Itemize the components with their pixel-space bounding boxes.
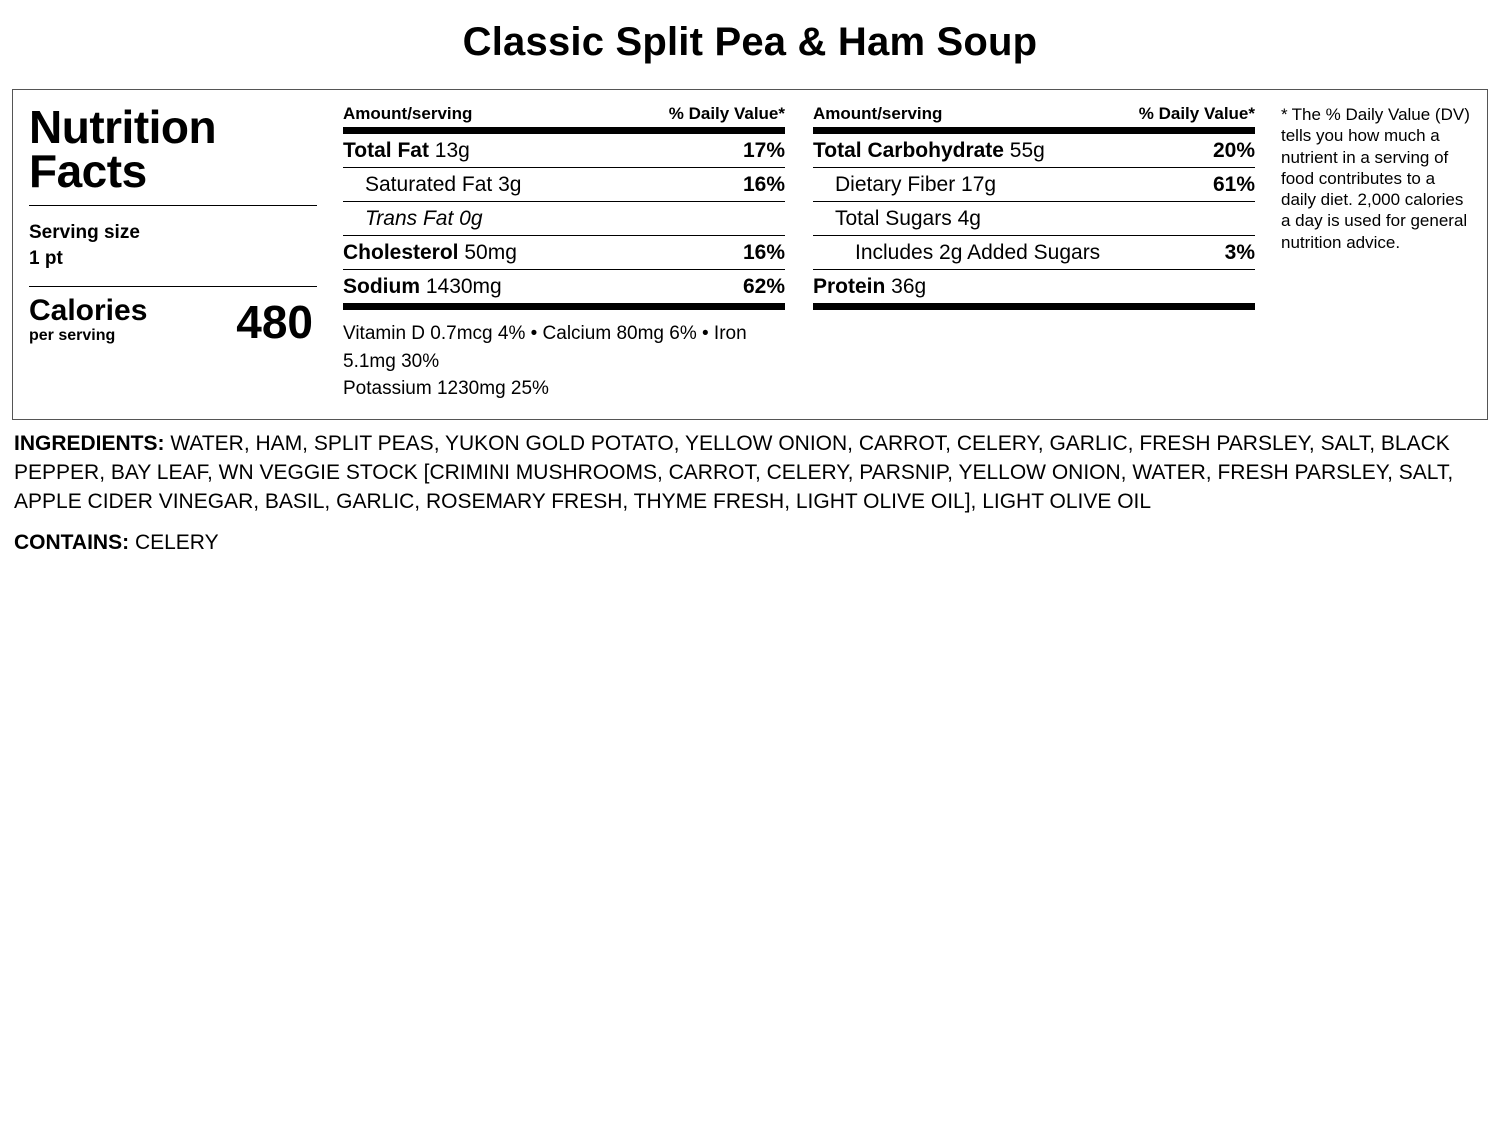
column-2-header (813, 104, 1255, 127)
serving-size-value: 1 pt (29, 248, 63, 270)
nutrient-name: Trans Fat 0g (365, 207, 483, 230)
nutrient-name: Cholesterol 50mg (343, 241, 517, 264)
nutrient-rows-column-2 (813, 134, 1255, 303)
nutrient-row (813, 270, 1255, 303)
nutrient-column-1 (329, 104, 799, 403)
calories-label: Calories (29, 293, 148, 327)
nutrient-name: Sodium 1430mg (343, 275, 502, 298)
nutrient-name: Total Carbohydrate 55g (813, 139, 1045, 162)
page-title: Classic Split Pea & Ham Soup (462, 20, 1038, 64)
divider-under-serving (29, 286, 317, 287)
nutrient-daily-value: 17% (742, 139, 785, 162)
nutrition-summary-column (29, 101, 329, 403)
nutrient-rows-column-1 (343, 134, 785, 303)
contains-section (14, 531, 1486, 555)
column-2-bottom-bar (813, 303, 1255, 310)
nutrient-name: Saturated Fat 3g (365, 173, 522, 196)
nutrient-daily-value: 62% (742, 275, 785, 298)
nutrient-daily-value: 16% (742, 241, 785, 264)
column-1-header-left: Amount/serving (343, 104, 473, 123)
ingredients-text: WATER, HAM, SPLIT PEAS, YUKON GOLD POTATO, YELLOW ONION, CARROT, CELERY, GARLIC, FRESH PARSLEY, SALT, BLACK PEPPER, BAY LEAF, WN VEGGIE STOCK [CRIMINI MUSHROOMS, CARROT, CELERY, PARSNIP, YELLOW ONION, WATER, FRESH PARSLEY, SALT, APPLE CIDER VINEGAR, BASIL, GARLIC, ROSEMARY FRESH, THYME FRESH, LIGHT OLIVE OIL], LIGHT OLIVE OIL (14, 431, 1454, 513)
nutrient-row (813, 202, 1255, 235)
column-1-bottom-bar (343, 303, 785, 310)
nutrient-row (343, 202, 785, 235)
nutrient-row (343, 134, 785, 167)
contains-text: CELERY (134, 530, 219, 554)
ingredients-section (14, 430, 1486, 517)
nutrient-row (343, 168, 785, 201)
column-2-header-left: Amount/serving (813, 104, 943, 123)
nutrient-name: Total Fat 13g (343, 139, 470, 162)
nutrient-daily-value: 3% (1224, 241, 1255, 264)
nutrition-facts-heading (29, 101, 317, 197)
nutrient-name: Total Sugars 4g (835, 207, 981, 230)
heading-line-1: Nutrition (29, 101, 217, 153)
column-1-header (343, 104, 785, 127)
heading-line-2: Facts (29, 144, 147, 197)
nutrient-daily-value: 20% (1212, 139, 1255, 162)
serving-size-label: Serving size (29, 222, 140, 244)
calories-sublabel: per serving (29, 327, 116, 345)
nutrient-daily-value: 61% (1212, 173, 1255, 196)
divider-under-heading (29, 205, 317, 206)
footnote-asterisk: * (1281, 105, 1288, 124)
nutrient-row (813, 168, 1255, 201)
ingredients-label: INGREDIENTS: (14, 431, 165, 455)
column-1-top-bar (343, 127, 785, 134)
contains-label: CONTAINS: (14, 530, 130, 554)
column-1-header-right: % Daily Value* (668, 104, 785, 123)
nutrition-facts-panel (12, 89, 1488, 420)
nutrient-daily-value: 16% (742, 173, 785, 196)
serving-size-block (29, 220, 317, 271)
footnote-text: The % Daily Value (DV) tells you how much a nutrient in a serving of food contributes to a daily diet. 2,000 calories a day is used for general nutrition advice. (1281, 105, 1470, 252)
daily-value-footnote (1269, 104, 1471, 403)
nutrient-row (813, 134, 1255, 167)
nutrient-column-2 (799, 104, 1269, 403)
nutrient-row (813, 236, 1255, 269)
nutrient-name: Protein 36g (813, 275, 927, 298)
nutrient-name: Includes 2g Added Sugars (855, 241, 1101, 264)
column-2-top-bar (813, 127, 1255, 134)
calories-value: 480 (236, 296, 313, 349)
nutrient-row (343, 270, 785, 303)
micronutrients-line-2: Potassium 1230mg 25% (343, 378, 549, 400)
nutrient-name: Dietary Fiber 17g (835, 173, 997, 196)
micronutrients-line-1: Vitamin D 0.7mcg 4% • Calcium 80mg 6% • Iron 5.1mg 30% (343, 323, 747, 372)
calories-row (29, 293, 317, 349)
column-2-header-right: % Daily Value* (1138, 104, 1255, 123)
micronutrients-block (343, 310, 785, 403)
nutrient-row (343, 236, 785, 269)
